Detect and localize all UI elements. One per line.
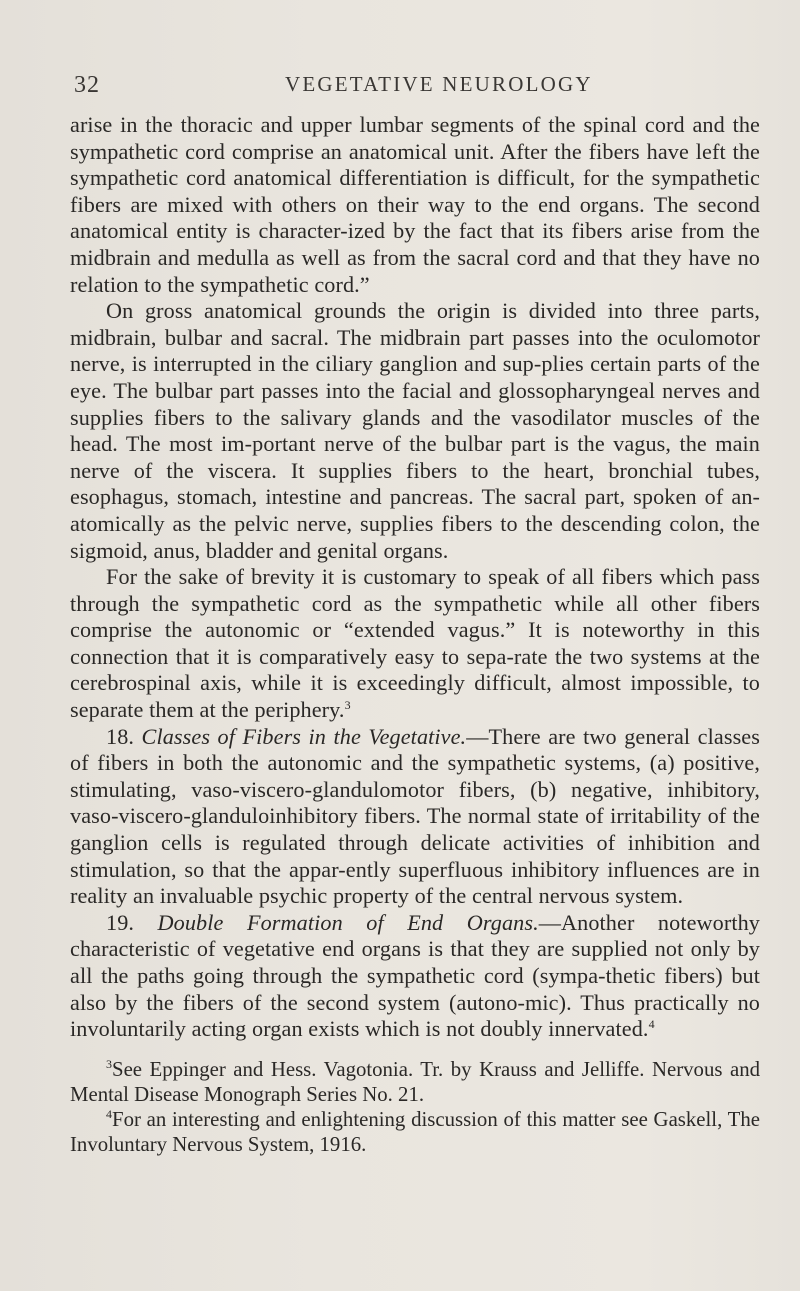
footnote-text: For an interesting and enlightening discussion of this matter see Gaskell, The Involuntary Nervous System, 1916. xyxy=(70,1108,760,1156)
footnote-mark: 4 xyxy=(106,1107,112,1121)
footnotes xyxy=(70,1057,760,1157)
paragraph-text: For the sake of brevity it is customary to speak of all fibers which pass through the sympathetic cord as the sympathetic while all other fibers comprise the autonomic or “extended vagus.” It is noteworthy in this connection that it is comparatively easy to sepa-rate the two systems at the cerebrospinal axis, while it is exceedingly difficult, almost impossible, to separate them at the periphery. xyxy=(70,564,760,723)
footnote-mark: 3 xyxy=(106,1057,112,1071)
body-text xyxy=(70,112,760,1043)
paragraph-text: —Another noteworthy characteristic of vegetative end organs is that they are supplied not only by all the paths going through the sympathetic cord (sympa-thetic fibers) but also by the fibers of the second system (autono-mic). Thus practically no involuntarily acting organ exists which is not doubly innervated. xyxy=(70,909,760,1042)
running-head xyxy=(0,72,800,102)
page-number: 32 xyxy=(74,72,100,98)
section-number: 19. xyxy=(106,909,135,935)
footnote-ref[interactable]: 3 xyxy=(344,698,351,713)
paragraph-text: arise in the thoracic and upper lumbar segments of the spinal cord and the sympathetic cord comprise an anatomical unit. After the fibers have left the sympathetic cord anatomical differentiation is difficult, for the sympathetic fibers are mixed with others on their way to the end organs. The second anatomical entity is character-ized by the fact that its fibers arise from the midbrain and medulla as well as from the sacral cord and that they have no relation to the sympathetic cord.” xyxy=(70,112,760,297)
footnote-text: See Eppinger and Hess. Vagotonia. Tr. by Krauss and Jelliffe. Nervous and Mental Disease Monograph Series No. 21. xyxy=(70,1058,760,1106)
section-number: 18. xyxy=(106,723,135,749)
footnote-ref[interactable]: 4 xyxy=(648,1017,655,1032)
footnote xyxy=(70,1057,760,1107)
paragraph-text: —There are two general classes of fibers in both the autonomic and the sympathetic systems, (a) positive, stimulating, vaso-viscero-glandulomotor fibers, (b) negative, inhibitory, vaso-viscero-glanduloinhibitory fibers. The normal state of irritability of the ganglion cells is regulated through delicate activities of inhibition and stimulation, so that the appar-ently superfluous inhibitory influences are in reality an invaluable psychic property of the central nervous system. xyxy=(70,723,760,909)
paragraph-continued xyxy=(70,112,760,298)
section-heading: Classes of Fibers in the Vegetative. xyxy=(141,723,467,749)
paragraph-text: On gross anatomical grounds the origin is divided into three parts, midbrain, bulbar and sacral. The midbrain part passes into the oculomotor nerve, is interrupted in the ciliary ganglion and sup-plies certain parts of the eye. The bulbar part passes into the facial and glossopharyngeal nerves and supplies fibers to the salivary glands and the vasodilator muscles of the head. The most im-portant nerve of the bulbar part is the vagus, the main nerve of the viscera. It supplies fibers to the heart, bronchial tubes, esophagus, stomach, intestine and pancreas. The sacral part, spoken of an-atomically as the pelvic nerve, supplies fibers to the descending colon, the sigmoid, anus, bladder and genital organs. xyxy=(70,298,760,563)
section-18-paragraph xyxy=(70,724,760,910)
paragraph-anatomical-origin xyxy=(70,298,760,564)
paragraph-brevity xyxy=(70,564,760,724)
footnote xyxy=(70,1107,760,1157)
running-title: VEGETATIVE NEUROLOGY xyxy=(285,72,593,96)
section-heading: Double Formation of End Organs. xyxy=(157,909,539,935)
section-19-paragraph xyxy=(70,910,760,1043)
